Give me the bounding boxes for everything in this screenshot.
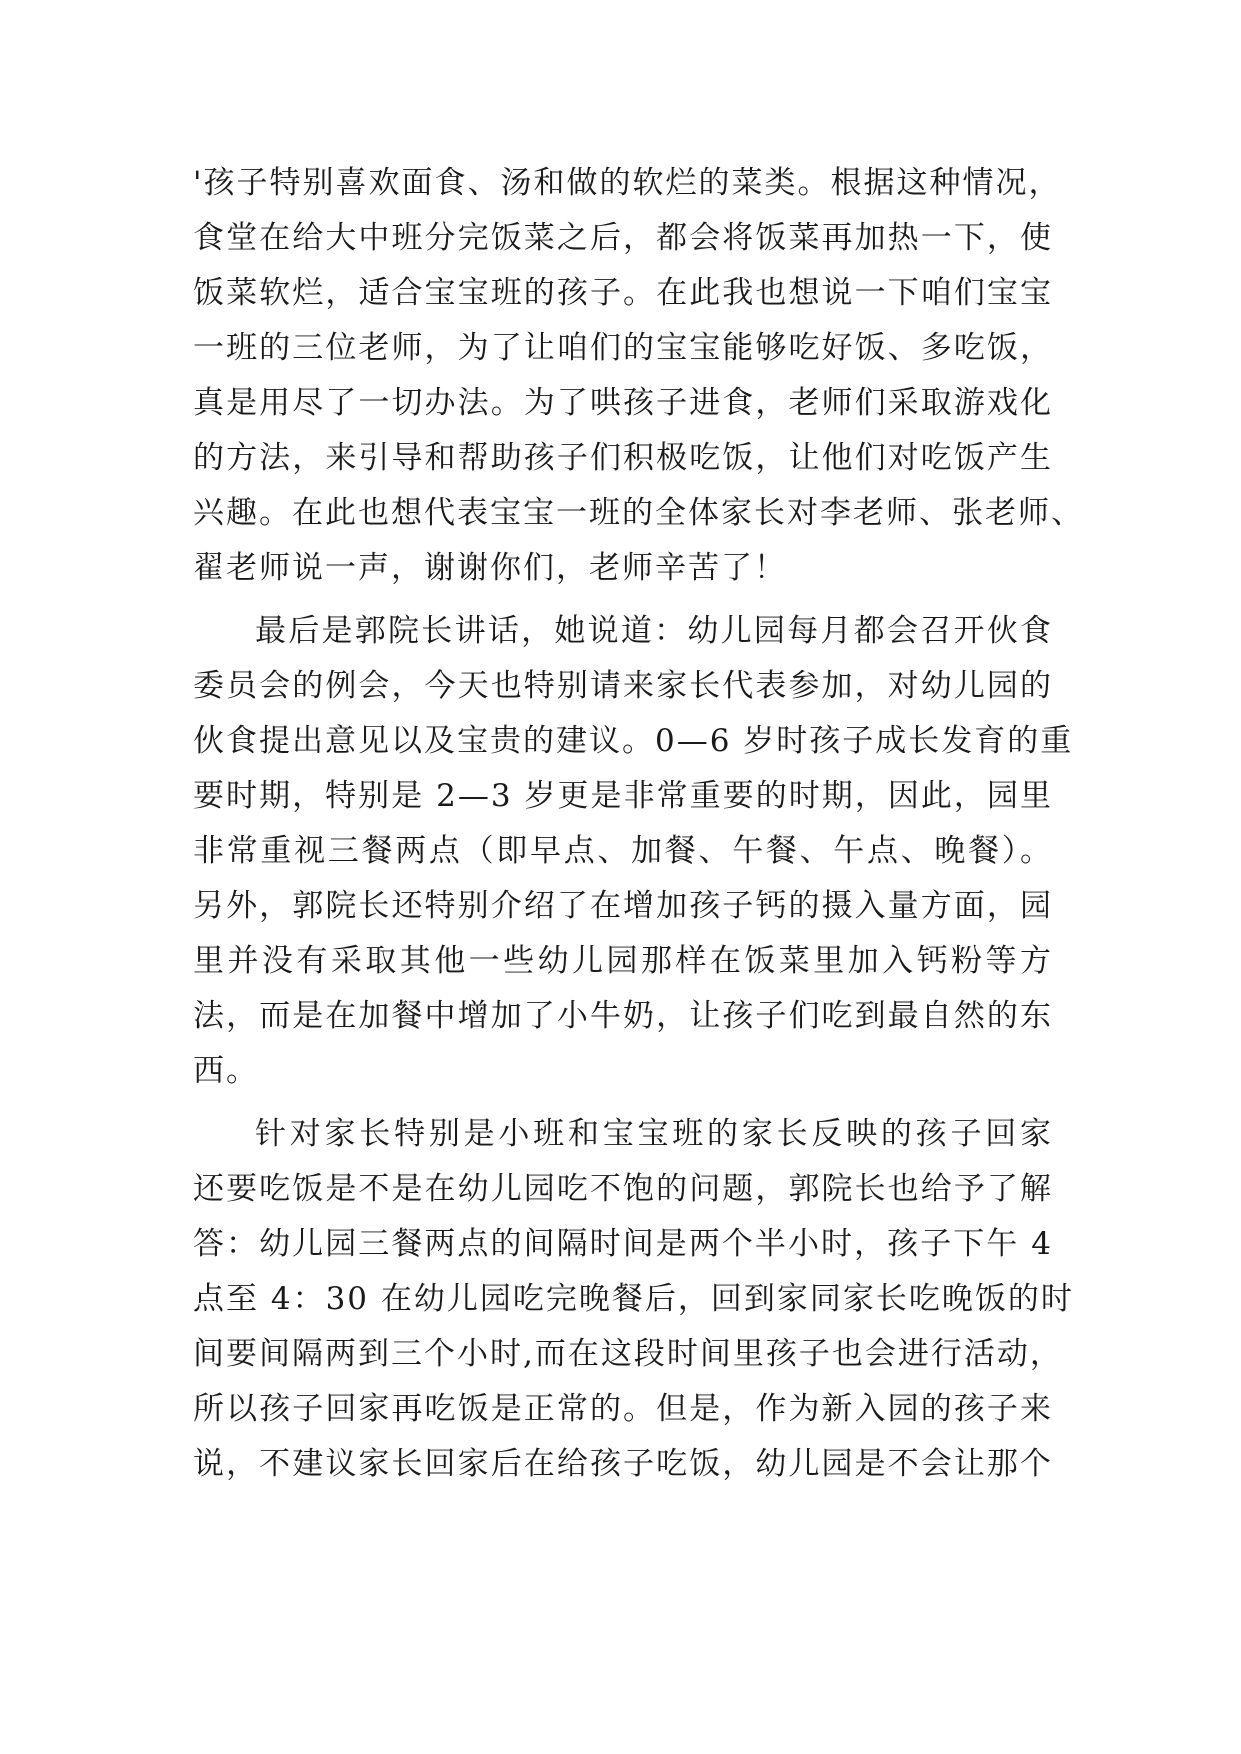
text-line: 一班的三位老师，为了让咱们的宝宝能够吃好饭、多吃饭， <box>193 330 1053 366</box>
text-line: 要时期，特别是 2—3 岁更是非常重要的时期，因此，园里 <box>193 778 1053 814</box>
text-line: 答：幼儿园三餐两点的间隔时间是两个半小时，孩子下午 4 <box>193 1226 1053 1262</box>
text-line: 间要间隔两到三个小时,而在这段时间里孩子也会进行活动， <box>193 1336 1063 1372</box>
text-line: 饭菜软烂，适合宝宝班的孩子。在此我也想说一下咱们宝宝 <box>193 275 1053 311</box>
text-line: 的方法，来引导和帮助孩子们积极吃饭，让他们对吃饭产生 <box>193 440 1053 476</box>
text-line: 翟老师说一声，谢谢你们，老师辛苦了！ <box>193 550 787 586</box>
text-line: 委员会的例会，今天也特别请来家长代表参加，对幼儿园的 <box>193 668 1053 704</box>
text-line: 法，而是在加餐中增加了小牛奶，让孩子们吃到最自然的东 <box>193 998 1053 1034</box>
document-body <box>193 156 1084 1492</box>
paragraph-gap <box>193 1099 1053 1107</box>
text-line: 食堂在给大中班分完饭菜之后，都会将饭菜再加热一下，使 <box>193 220 1053 256</box>
text-line: 兴趣。在此也想代表宝宝一班的全体家长对李老师、张老师、 <box>193 495 1084 531</box>
text-line: 非常重视三餐两点（即早点、加餐、午餐、午点、晚餐）。 <box>193 833 1053 869</box>
text-line: 真是用尽了一切办法。为了哄孩子进食，老师们采取游戏化 <box>193 385 1053 421</box>
paragraph-2 <box>193 604 1074 1099</box>
text-line: 西。 <box>193 1053 259 1089</box>
text-line: 所以孩子回家再吃饭是正常的。但是，作为新入园的孩子来 <box>193 1391 1053 1427</box>
text-line: '孩子特别喜欢面食、汤和做的软烂的菜类。根据这种情况， <box>193 165 1062 201</box>
text-line: 说，不建议家长回家后在给孩子吃饭，幼儿园是不会让那个 <box>193 1446 1053 1482</box>
text-line: 里并没有采取其他一些幼儿园那样在饭菜里加入钙粉等方 <box>193 943 1053 979</box>
text-line: 还要吃饭是不是在幼儿园吃不饱的问题，郭院长也给予了解 <box>193 1171 1053 1207</box>
text-line: 点至 4：30 在幼儿园吃完晚餐后，回到家同家长吃晚饭的时 <box>193 1281 1074 1317</box>
text-line: 最后是郭院长讲话，她说道：幼儿园每月都会召开伙食 <box>255 613 1053 649</box>
paragraph-1 <box>193 156 1084 596</box>
text-line: 针对家长特别是小班和宝宝班的家长反映的孩子回家 <box>255 1116 1053 1152</box>
text-line: 另外，郭院长还特别介绍了在增加孩子钙的摄入量方面，园 <box>193 888 1053 924</box>
paragraph-gap <box>193 596 1053 604</box>
paragraph-3 <box>193 1107 1074 1492</box>
text-line: 伙食提出意见以及宝贵的建议。0—6 岁时孩子成长发育的重 <box>193 723 1074 759</box>
